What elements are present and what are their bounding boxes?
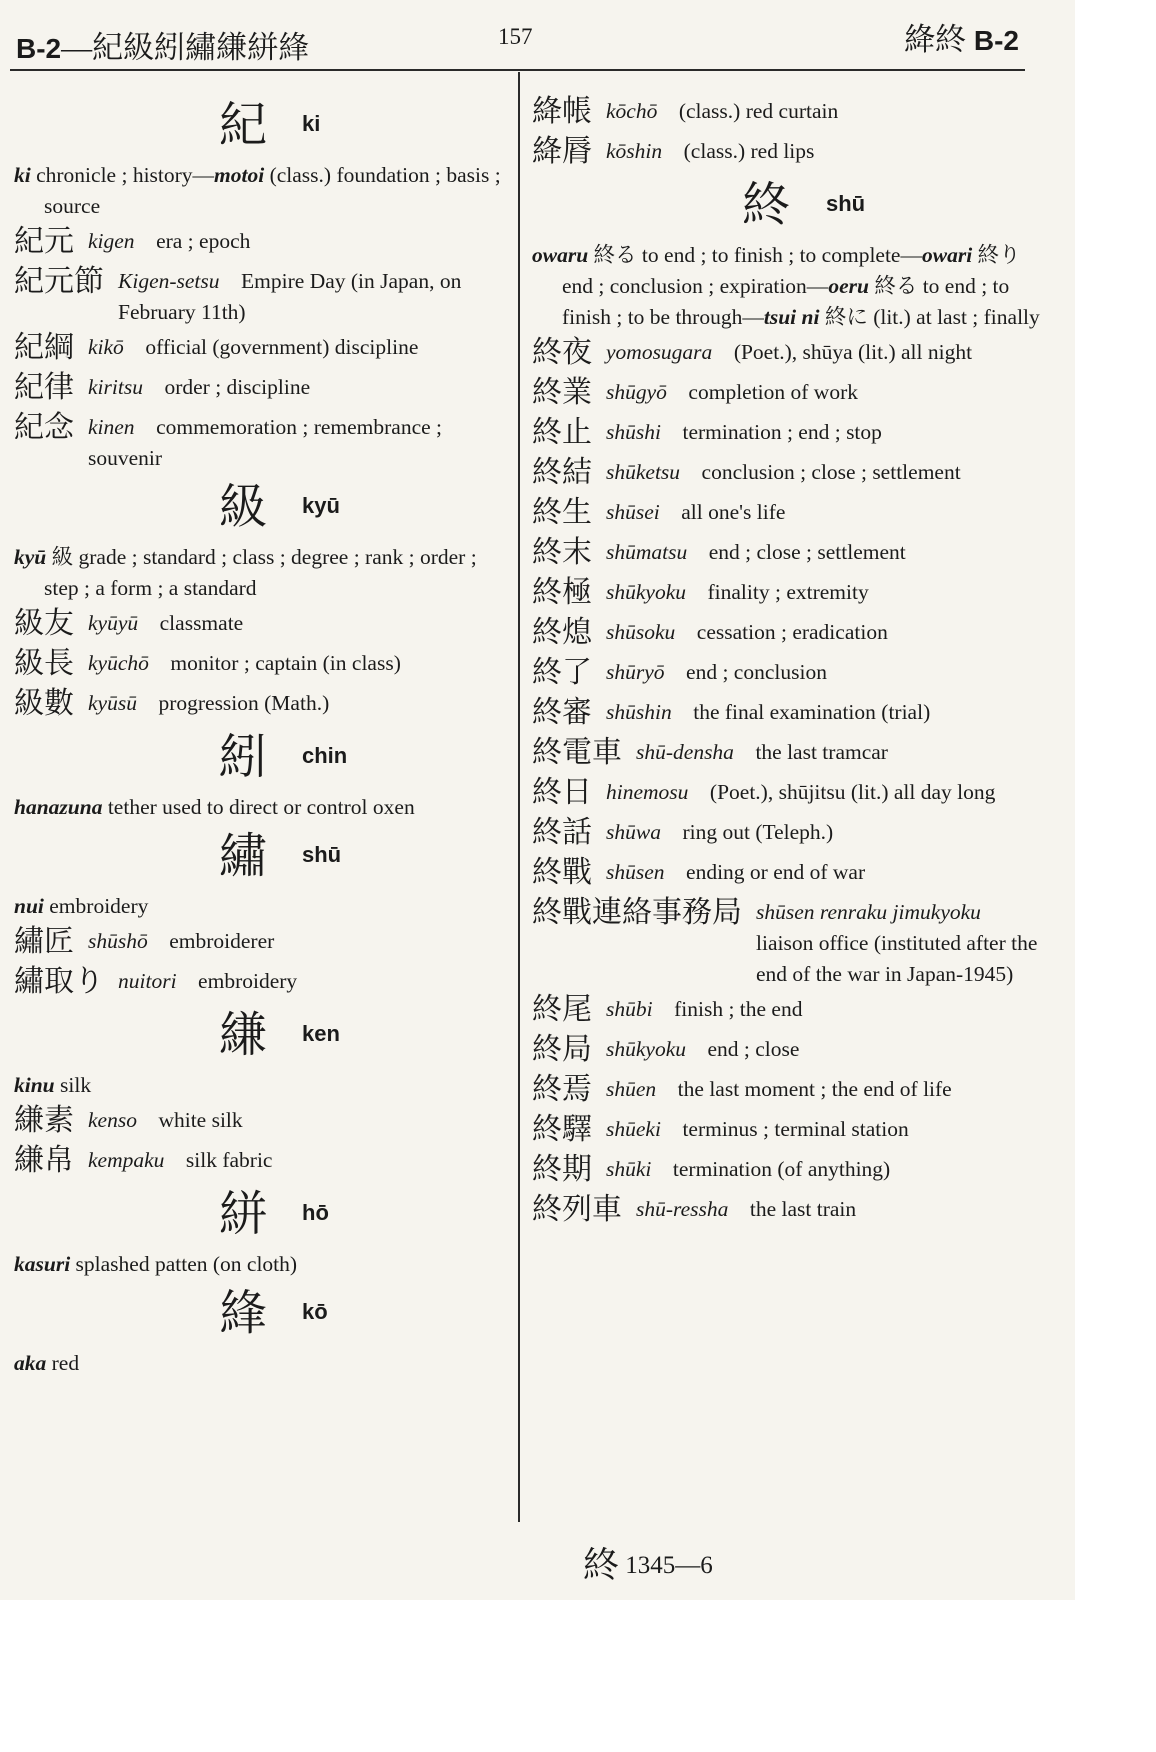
compound-reading: kiritsu bbox=[88, 375, 143, 399]
compound-text bbox=[606, 413, 882, 448]
compound-text bbox=[636, 1190, 856, 1225]
compound-kanji: 終末 bbox=[532, 535, 592, 570]
compound-definition: Empire Day (in Japan, on February 11th) bbox=[118, 269, 462, 324]
gloss-keyword: kyū bbox=[14, 545, 47, 569]
compound-definition: era ; epoch bbox=[156, 229, 251, 253]
compound-list bbox=[532, 333, 1040, 1230]
compound-reading: shūkyoku bbox=[606, 1037, 686, 1061]
head-kanji: 紀 bbox=[219, 97, 268, 153]
compound-kanji: 終尾 bbox=[532, 992, 592, 1027]
compound-definition: all one's life bbox=[681, 500, 786, 524]
compound-definition: (class.) red lips bbox=[683, 139, 815, 163]
compound-entry bbox=[532, 573, 1040, 613]
compound-reading: shūmatsu bbox=[606, 540, 688, 564]
header-right-kanji: 絳終 bbox=[904, 22, 967, 57]
compound-text bbox=[88, 922, 274, 957]
compound-reading: shūwa bbox=[606, 820, 661, 844]
head-kanji: 級 bbox=[219, 479, 268, 535]
compound-definition: finish ; the end bbox=[674, 997, 803, 1021]
head-character-chin bbox=[14, 728, 509, 786]
gloss bbox=[14, 1249, 509, 1280]
compound-kanji: 終止 bbox=[532, 415, 592, 450]
left-column bbox=[14, 92, 509, 1379]
compound-reading: shūsen bbox=[606, 860, 665, 884]
compound-definition: cessation ; eradication bbox=[696, 620, 888, 644]
gloss-text: 終る to end ; to finish ; to complete— bbox=[588, 243, 922, 267]
compound-definition: silk fabric bbox=[185, 1148, 273, 1172]
compound-text bbox=[88, 368, 310, 403]
gloss-text: (class.) foundation ; basis ; source bbox=[44, 163, 501, 218]
gloss-text: 終る to end ; to finish ; to be through— bbox=[562, 274, 1010, 329]
header-left-code: B-2 bbox=[16, 33, 62, 64]
compound-text bbox=[88, 604, 243, 639]
compound-entry bbox=[532, 333, 1040, 373]
right-column bbox=[532, 92, 1040, 1230]
compound-reading: shū-densha bbox=[636, 740, 734, 764]
gloss-keyword: owari bbox=[921, 243, 973, 267]
head-reading: ken bbox=[302, 1021, 340, 1046]
compound-entry bbox=[532, 1110, 1040, 1150]
compound-kanji: 紀念 bbox=[14, 410, 74, 445]
footer-kanji: 終 bbox=[583, 1545, 620, 1586]
compound-entry bbox=[532, 413, 1040, 453]
gloss-keyword: kasuri bbox=[14, 1252, 71, 1276]
compound-text bbox=[118, 262, 509, 328]
gloss-text: tether used to direct or control oxen bbox=[102, 795, 415, 819]
compound-kanji: 終業 bbox=[532, 375, 592, 410]
compound-text bbox=[606, 853, 865, 888]
compound-definition: (Poet.), shūjitsu (lit.) all day long bbox=[709, 780, 996, 804]
compound-entry bbox=[532, 813, 1040, 853]
compound-kanji: 繡取り bbox=[14, 964, 104, 999]
gloss-keyword: kinu bbox=[14, 1073, 55, 1097]
compound-entry bbox=[14, 368, 509, 408]
compound-reading: kōchō bbox=[606, 99, 658, 123]
compound-text bbox=[118, 962, 297, 997]
compound-reading: kempaku bbox=[88, 1148, 165, 1172]
compound-text bbox=[606, 613, 888, 648]
compound-definition: end ; conclusion bbox=[686, 660, 827, 684]
compound-kanji: 縑帛 bbox=[14, 1143, 74, 1178]
compound-entry bbox=[14, 1101, 509, 1141]
compound-kanji: 終極 bbox=[532, 575, 592, 610]
compound-kanji: 終生 bbox=[532, 495, 592, 530]
header-right-code: B-2 bbox=[973, 25, 1019, 56]
compound-reading: shūsei bbox=[606, 500, 660, 524]
compound-entry bbox=[14, 408, 509, 474]
compound-definition: finality ; extremity bbox=[707, 580, 869, 604]
head-kanji: 綘 bbox=[219, 1285, 268, 1341]
gloss-keyword: aka bbox=[14, 1351, 47, 1375]
compound-definition: conclusion ; close ; settlement bbox=[701, 460, 961, 484]
compound-entry bbox=[14, 328, 509, 368]
compound-reading: kigen bbox=[88, 229, 135, 253]
compound-kanji: 終驛 bbox=[532, 1112, 592, 1147]
compound-entry bbox=[532, 733, 1040, 773]
compound-kanji: 紀綱 bbox=[14, 330, 74, 365]
compound-kanji: 終電車 bbox=[532, 735, 622, 770]
compound-text bbox=[606, 1070, 952, 1105]
compound-entry bbox=[14, 962, 509, 1002]
compound-reading: shūshi bbox=[606, 420, 661, 444]
compound-text bbox=[606, 333, 972, 368]
compound-reading: shūgyō bbox=[606, 380, 667, 404]
gloss bbox=[14, 792, 509, 823]
head-kanji: 紖 bbox=[219, 729, 268, 785]
compound-text bbox=[756, 893, 1040, 990]
compound-entry bbox=[532, 453, 1040, 493]
compound-kanji: 終了 bbox=[532, 655, 592, 690]
compound-reading: shūen bbox=[606, 1077, 657, 1101]
head-reading: kyū bbox=[302, 493, 340, 518]
gloss-text: splashed patten (on cloth) bbox=[70, 1252, 298, 1276]
footer-range: 1345—6 bbox=[625, 1552, 713, 1579]
compound-entry bbox=[532, 693, 1040, 733]
compound-kanji: 繡匠 bbox=[14, 924, 74, 959]
head-character-kyu bbox=[14, 478, 509, 536]
compound-entry bbox=[532, 373, 1040, 413]
compound-reading: shūsoku bbox=[606, 620, 676, 644]
head-character-ken bbox=[14, 1006, 509, 1064]
header-right bbox=[904, 14, 1019, 59]
compound-definition: (Poet.), shūya (lit.) all night bbox=[733, 340, 973, 364]
compound-list bbox=[14, 604, 509, 724]
gloss-text: 終り end ; conclusion ; expiration— bbox=[562, 243, 1021, 298]
compound-text bbox=[88, 1101, 243, 1136]
compound-text bbox=[606, 132, 814, 167]
compound-text bbox=[606, 533, 906, 568]
compound-definition: white silk bbox=[158, 1108, 243, 1132]
compound-text bbox=[606, 1110, 909, 1145]
compound-entry bbox=[14, 644, 509, 684]
compound-reading: shūbi bbox=[606, 997, 653, 1021]
compound-definition: termination (of anything) bbox=[672, 1157, 891, 1181]
compound-kanji: 終熄 bbox=[532, 615, 592, 650]
compound-reading: shūsen renraku jimukyoku bbox=[756, 900, 981, 924]
header-left bbox=[16, 22, 309, 67]
head-character-ko bbox=[14, 1284, 509, 1342]
compound-definition: monitor ; captain (in class) bbox=[170, 651, 401, 675]
compound-kanji: 縑素 bbox=[14, 1103, 74, 1138]
compound-reading: shūshō bbox=[88, 929, 148, 953]
compound-definition: the final examination (trial) bbox=[693, 700, 931, 724]
head-character-ki bbox=[14, 96, 509, 154]
head-reading: ki bbox=[302, 111, 321, 136]
compound-list bbox=[14, 922, 509, 1002]
compound-reading: kikō bbox=[88, 335, 124, 359]
gloss-text: silk bbox=[54, 1073, 92, 1097]
compound-entry bbox=[532, 1030, 1040, 1070]
gloss bbox=[14, 160, 509, 222]
compound-entry bbox=[532, 853, 1040, 893]
compound-kanji: 終夜 bbox=[532, 335, 592, 370]
gloss-keyword: hanazuna bbox=[14, 795, 103, 819]
compound-definition: embroiderer bbox=[169, 929, 275, 953]
compound-kanji: 終戰連絡事務局 bbox=[532, 895, 742, 930]
compound-entry bbox=[532, 653, 1040, 693]
compound-text bbox=[606, 573, 869, 608]
compound-list bbox=[14, 1101, 509, 1181]
compound-reading: yomosugara bbox=[606, 340, 713, 364]
compound-entry bbox=[14, 222, 509, 262]
gloss-keyword: nui bbox=[14, 894, 44, 918]
gloss bbox=[14, 891, 509, 922]
gloss-keyword: tsui ni bbox=[763, 305, 820, 329]
compound-kanji: 終話 bbox=[532, 815, 592, 850]
compound-reading: shūeki bbox=[606, 1117, 661, 1141]
compound-definition: the last tramcar bbox=[755, 740, 888, 764]
page-header bbox=[0, 0, 1075, 80]
compound-reading: nuitori bbox=[118, 969, 177, 993]
compound-kanji: 紀律 bbox=[14, 370, 74, 405]
compound-kanji: 紀元 bbox=[14, 224, 74, 259]
compound-entry bbox=[532, 1190, 1040, 1230]
compound-entry bbox=[532, 533, 1040, 573]
compound-definition: ending or end of war bbox=[686, 860, 866, 884]
compound-reading: kinen bbox=[88, 415, 135, 439]
compound-kanji: 終日 bbox=[532, 775, 592, 810]
compound-reading: shū-ressha bbox=[636, 1197, 729, 1221]
gloss bbox=[14, 1070, 509, 1101]
head-reading: hō bbox=[302, 1200, 329, 1225]
compound-list bbox=[532, 92, 1040, 172]
compound-text bbox=[606, 990, 802, 1025]
compound-text bbox=[88, 222, 250, 257]
gloss bbox=[14, 1348, 509, 1379]
head-reading: kō bbox=[302, 1299, 328, 1324]
compound-definition: the last moment ; the end of life bbox=[677, 1077, 952, 1101]
compound-kanji: 終期 bbox=[532, 1152, 592, 1187]
compound-kanji: 終審 bbox=[532, 695, 592, 730]
compound-reading: Kigen-setsu bbox=[118, 269, 220, 293]
compound-text bbox=[88, 644, 401, 679]
compound-reading: kenso bbox=[88, 1108, 137, 1132]
head-reading: chin bbox=[302, 743, 348, 768]
gloss-text: 終に (lit.) at last ; finally bbox=[819, 305, 1040, 329]
compound-reading: shūketsu bbox=[606, 460, 681, 484]
compound-text bbox=[88, 408, 509, 474]
compound-definition: end ; close ; settlement bbox=[708, 540, 906, 564]
header-left-kanji: —紀級紖繡縑絣綘 bbox=[61, 30, 310, 65]
page-footer bbox=[583, 1537, 713, 1588]
compound-kanji: 終焉 bbox=[532, 1072, 592, 1107]
compound-text bbox=[606, 813, 833, 848]
compound-definition: termination ; end ; stop bbox=[682, 420, 882, 444]
compound-text bbox=[88, 328, 418, 363]
compound-definition: progression (Math.) bbox=[158, 691, 330, 715]
compound-reading: hinemosu bbox=[606, 780, 689, 804]
compound-text bbox=[606, 773, 995, 808]
compound-kanji: 級友 bbox=[14, 606, 74, 641]
compound-text bbox=[606, 1030, 799, 1065]
compound-text bbox=[606, 92, 838, 127]
gloss-text: 級 grade ; standard ; class ; degree ; rank ; order ; step ; a form ; a standard bbox=[44, 545, 477, 600]
compound-entry bbox=[14, 604, 509, 644]
compound-definition: order ; discipline bbox=[164, 375, 311, 399]
compound-reading: kyūchō bbox=[88, 651, 149, 675]
compound-definition: classmate bbox=[159, 611, 244, 635]
compound-entry bbox=[14, 1141, 509, 1181]
compound-entry bbox=[14, 684, 509, 724]
page-number: 157 bbox=[498, 24, 533, 49]
compound-entry bbox=[532, 132, 1040, 172]
compound-entry bbox=[532, 990, 1040, 1030]
gloss-text: chronicle ; history— bbox=[30, 163, 215, 187]
compound-entry bbox=[532, 493, 1040, 533]
compound-text bbox=[606, 373, 858, 408]
gloss-keyword: ki bbox=[14, 163, 31, 187]
compound-definition: completion of work bbox=[688, 380, 858, 404]
head-kanji: 縑 bbox=[219, 1007, 268, 1063]
gloss-keyword: oeru bbox=[828, 274, 869, 298]
gloss-text: red bbox=[46, 1351, 80, 1375]
header-rule bbox=[10, 69, 1025, 71]
head-kanji: 繡 bbox=[219, 828, 268, 884]
compound-list bbox=[14, 222, 509, 474]
compound-reading: kyūsū bbox=[88, 691, 137, 715]
compound-definition: official (government) discipline bbox=[145, 335, 419, 359]
compound-text bbox=[606, 1150, 890, 1185]
compound-definition: end ; close bbox=[707, 1037, 800, 1061]
head-character-shu bbox=[14, 827, 509, 885]
gloss bbox=[14, 542, 509, 604]
compound-entry bbox=[14, 262, 509, 328]
compound-text bbox=[88, 684, 329, 719]
compound-definition: commemoration ; remembrance ; souvenir bbox=[88, 415, 443, 470]
compound-reading: shūshin bbox=[606, 700, 672, 724]
compound-entry bbox=[532, 773, 1040, 813]
compound-definition: the last train bbox=[749, 1197, 857, 1221]
compound-definition: terminus ; terminal station bbox=[682, 1117, 909, 1141]
compound-definition: embroidery bbox=[198, 969, 298, 993]
compound-reading: shūryō bbox=[606, 660, 665, 684]
compound-text bbox=[636, 733, 888, 768]
compound-entry bbox=[532, 1150, 1040, 1190]
compound-text bbox=[88, 1141, 272, 1176]
gloss bbox=[532, 240, 1040, 333]
compound-kanji: 級數 bbox=[14, 686, 74, 721]
compound-text bbox=[606, 493, 785, 528]
compound-entry bbox=[532, 613, 1040, 653]
head-character-shu-end bbox=[532, 176, 1040, 234]
compound-kanji: 絳脣 bbox=[532, 134, 592, 169]
compound-reading: shūki bbox=[606, 1157, 652, 1181]
compound-definition: liaison office (instituted after the end of the war in Japan-1945) bbox=[756, 931, 1038, 986]
compound-text bbox=[606, 693, 930, 728]
head-kanji: 絣 bbox=[219, 1186, 268, 1242]
compound-kanji: 終列車 bbox=[532, 1192, 622, 1227]
compound-entry bbox=[532, 1070, 1040, 1110]
column-divider bbox=[518, 72, 520, 1522]
compound-kanji: 紀元節 bbox=[14, 264, 104, 299]
compound-reading: shūkyoku bbox=[606, 580, 686, 604]
head-reading: shū bbox=[826, 191, 866, 216]
compound-kanji: 終結 bbox=[532, 455, 592, 490]
compound-text bbox=[606, 653, 827, 688]
head-kanji: 終 bbox=[742, 177, 791, 233]
gloss-text: embroidery bbox=[43, 894, 149, 918]
compound-kanji: 終戰 bbox=[532, 855, 592, 890]
compound-kanji: 終局 bbox=[532, 1032, 592, 1067]
head-character-ho bbox=[14, 1185, 509, 1243]
compound-kanji: 級長 bbox=[14, 646, 74, 681]
compound-reading: kyūyū bbox=[88, 611, 139, 635]
head-reading: shū bbox=[302, 842, 342, 867]
compound-entry bbox=[532, 893, 1040, 990]
compound-definition: (class.) red curtain bbox=[678, 99, 839, 123]
compound-reading: kōshin bbox=[606, 139, 663, 163]
gloss-keyword: motoi bbox=[214, 163, 265, 187]
compound-text bbox=[606, 453, 961, 488]
compound-entry bbox=[14, 922, 509, 962]
gloss-keyword: owaru bbox=[532, 243, 589, 267]
compound-kanji: 絳帳 bbox=[532, 94, 592, 129]
compound-definition: ring out (Teleph.) bbox=[682, 820, 834, 844]
compound-entry bbox=[532, 92, 1040, 132]
